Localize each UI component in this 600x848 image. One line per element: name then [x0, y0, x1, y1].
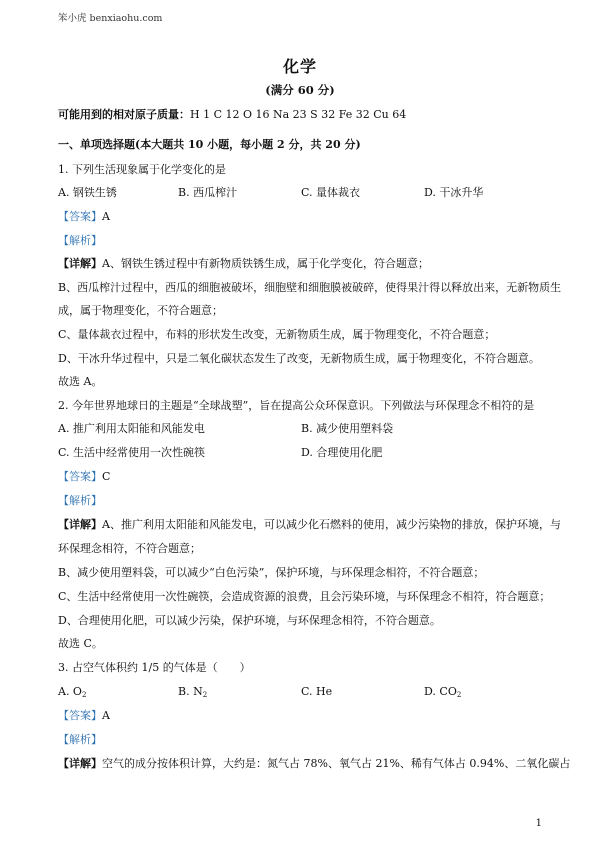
q2-detail-line — [58, 518, 561, 532]
detail-text: A、推广利用太阳能和风能发电，可以减少化石燃料的使用，减少污染物的排放，保护环境，与 — [102, 518, 561, 531]
q2-detail-line: 环保理念相符，不符合题意； — [58, 542, 201, 555]
section-heading: 一、单项选择题(本大题共 10 小题，每小题 2 分，共 20 分) — [58, 138, 361, 151]
q1-stem: 1. 下列生活现象属于化学变化的是 — [58, 163, 226, 176]
page-number: 1 — [535, 818, 542, 829]
q3-option-a: A. $O_2$ — [58, 685, 87, 699]
page-subtitle: (满分 60 分) — [265, 83, 335, 97]
detail-text: 空气的成分按体积计算，大约是：氮气占 78%、氧气占 21%、稀有气体占 0.94%、二氧化碳占 — [102, 757, 571, 770]
q3-detail-line — [58, 757, 570, 771]
q1-detail-line: C、量体裁衣过程中，布料的形状发生改变，无新物质生成，属于物理变化，不符合题意； — [58, 328, 496, 341]
q2-detail-line: C、生活中经常使用一次性碗筷，会造成资源的浪费，且会污染环境，与环保理念不相符，符合题意； — [58, 590, 551, 603]
atomic-mass-label: 可能用到的相对原子质量： — [58, 108, 190, 121]
answer-value: A — [102, 709, 110, 722]
q1-detail-line: D、干冰升华过程中，只是二氧化碳状态发生了改变，无新物质生成，属于物理变化，不符合题意。 — [58, 352, 540, 365]
detail-tag: 【详解】 — [58, 257, 102, 270]
detail-text: A、钢铁生锈过程中有新物质铁锈生成，属于化学变化，符合题意； — [102, 257, 429, 270]
detail-tag: 【详解】 — [58, 757, 102, 770]
q1-detail-line — [58, 257, 429, 271]
q3-option-c: C. He — [301, 685, 333, 698]
site-watermark: 笨小虎 benxiaohu.com — [58, 13, 163, 24]
q2-answer — [58, 470, 110, 484]
detail-tag: 【详解】 — [58, 518, 102, 531]
answer-value: C — [102, 470, 111, 483]
q2-analysis-tag: 【解析】 — [58, 494, 102, 507]
answer-tag: 【答案】 — [58, 210, 102, 223]
q2-option-b: B. 减少使用塑料袋 — [301, 422, 394, 435]
q2-detail-line: D、合理使用化肥，可以减少污染，保护环境，与环保理念相符，不符合题意。 — [58, 614, 441, 627]
q1-option-a: A. 钢铁生锈 — [58, 186, 117, 199]
q2-detail-line: B、减少使用塑料袋，可以减少“白色污染”，保护环境，与环保理念相符，不符合题意； — [58, 566, 485, 579]
q2-detail-line: 故选 C。 — [58, 637, 103, 650]
q1-analysis-tag: 【解析】 — [58, 234, 102, 247]
q1-option-b: B. 西瓜榨汁 — [178, 186, 238, 199]
q3-option-d: D. $CO_2$ — [424, 685, 462, 699]
q1-option-d: D. 干冰升华 — [424, 186, 484, 199]
q1-detail-line: B、西瓜榨汁过程中，西瓜的细胞被破坏，细胞壁和细胞膜被破碎，使得果汁得以释放出来，无新物质生 — [58, 281, 562, 294]
q3-analysis-tag: 【解析】 — [58, 733, 102, 746]
atomic-mass-line — [58, 108, 406, 122]
q2-option-a: A. 推广利用太阳能和风能发电 — [58, 422, 205, 435]
q2-option-d: D. 合理使用化肥 — [301, 446, 383, 459]
page-title: 化学 — [282, 57, 317, 76]
q2-stem: 2. 今年世界地球日的主题是“全球战塑”，旨在提高公众环保意识。下列做法与环保理念不相符的是 — [58, 399, 535, 412]
q3-answer — [58, 709, 110, 723]
atomic-mass-values: H 1 C 12 O 16 Na 23 S 32 Fe 32 Cu 64 — [190, 108, 407, 121]
answer-tag: 【答案】 — [58, 470, 102, 483]
q1-option-c: C. 量体裁衣 — [301, 186, 361, 199]
q3-option-b: B. $N_2$ — [178, 685, 208, 699]
q3-stem: 3. 占空气体积约 1/5 的气体是（ ） — [58, 661, 251, 674]
q1-detail-line: 故选 A。 — [58, 375, 103, 388]
answer-value: A — [102, 210, 110, 223]
q2-option-c: C. 生活中经常使用一次性碗筷 — [58, 446, 206, 459]
q1-answer — [58, 210, 110, 224]
q1-detail-line: 成，属于物理变化，不符合题意； — [58, 304, 223, 317]
answer-tag: 【答案】 — [58, 709, 102, 722]
